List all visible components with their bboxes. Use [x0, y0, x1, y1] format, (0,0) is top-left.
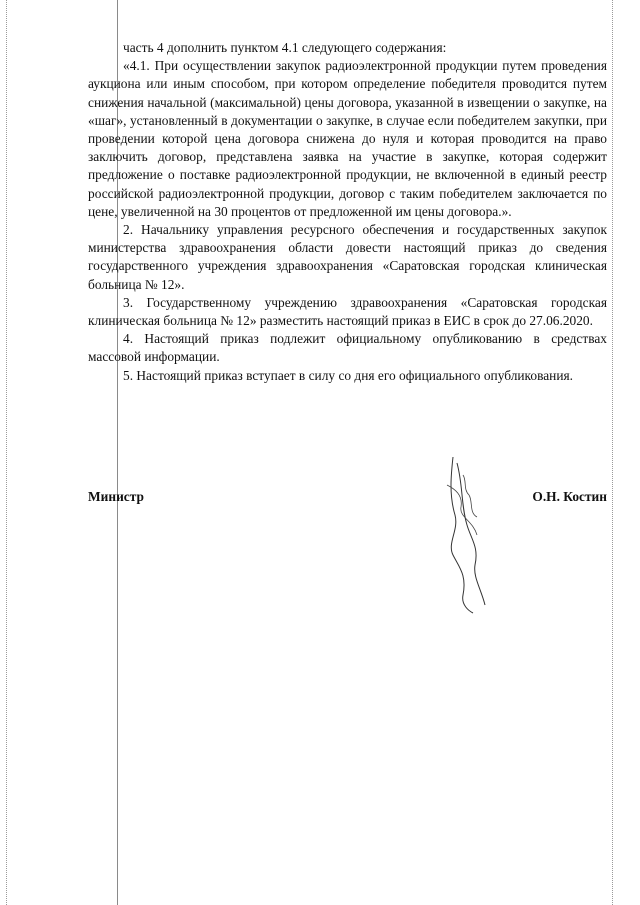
document-body	[88, 39, 607, 385]
paragraph: «4.1. При осуществлении закупок радиоэлектронной продукции путем проведения аукциона или иным способом, при котором определение победителя проводится путем снижения начальной (максимальной) цены договора, указанной в извещении о закупке, на «шаг», установленный в документации о закупке, в случае если победителем закупки, при проведении которой цена договора снижена до нуля и которая проводится на право заключить договор, представлена заявка на участие в закупке, которая содержит предложение о поставке радиоэлектронной продукции, не включенной в единый реестр российской радиоэлектронной продукции, договор с таким победителем заключается по цене, увеличенной на 30 процентов от предложенной им цены договора.».	[88, 58, 607, 219]
paragraph: 2. Начальнику управления ресурсного обеспечения и государственных закупок министерства здравоохранения области довести настоящий приказ до сведения государственного учреждения здравоохранения «Саратовская городская клиническая больница № 12».	[88, 222, 607, 292]
signatory-title: Министр	[88, 489, 144, 504]
paragraph: 5. Настоящий приказ вступает в силу со дня его официального опубликования.	[123, 367, 573, 383]
paragraph: часть 4 дополнить пунктом 4.1 следующего содержания:	[123, 40, 447, 55]
scan-edge-line	[612, 0, 613, 905]
paragraph: 3. Государственному учреждению здравоохранения «Саратовская городская клиническая больница № 12» разместить настоящий приказ в ЕИС в срок до 27.06.2020.	[88, 294, 607, 329]
signature-block	[88, 489, 607, 505]
scan-edge-line	[6, 0, 7, 905]
signatory-name: О.Н. Костин	[532, 489, 607, 504]
handwritten-signature-icon	[433, 455, 503, 615]
paragraph: 4. Настоящий приказ подлежит официальному опубликованию в средствах массовой информации.	[88, 331, 607, 365]
